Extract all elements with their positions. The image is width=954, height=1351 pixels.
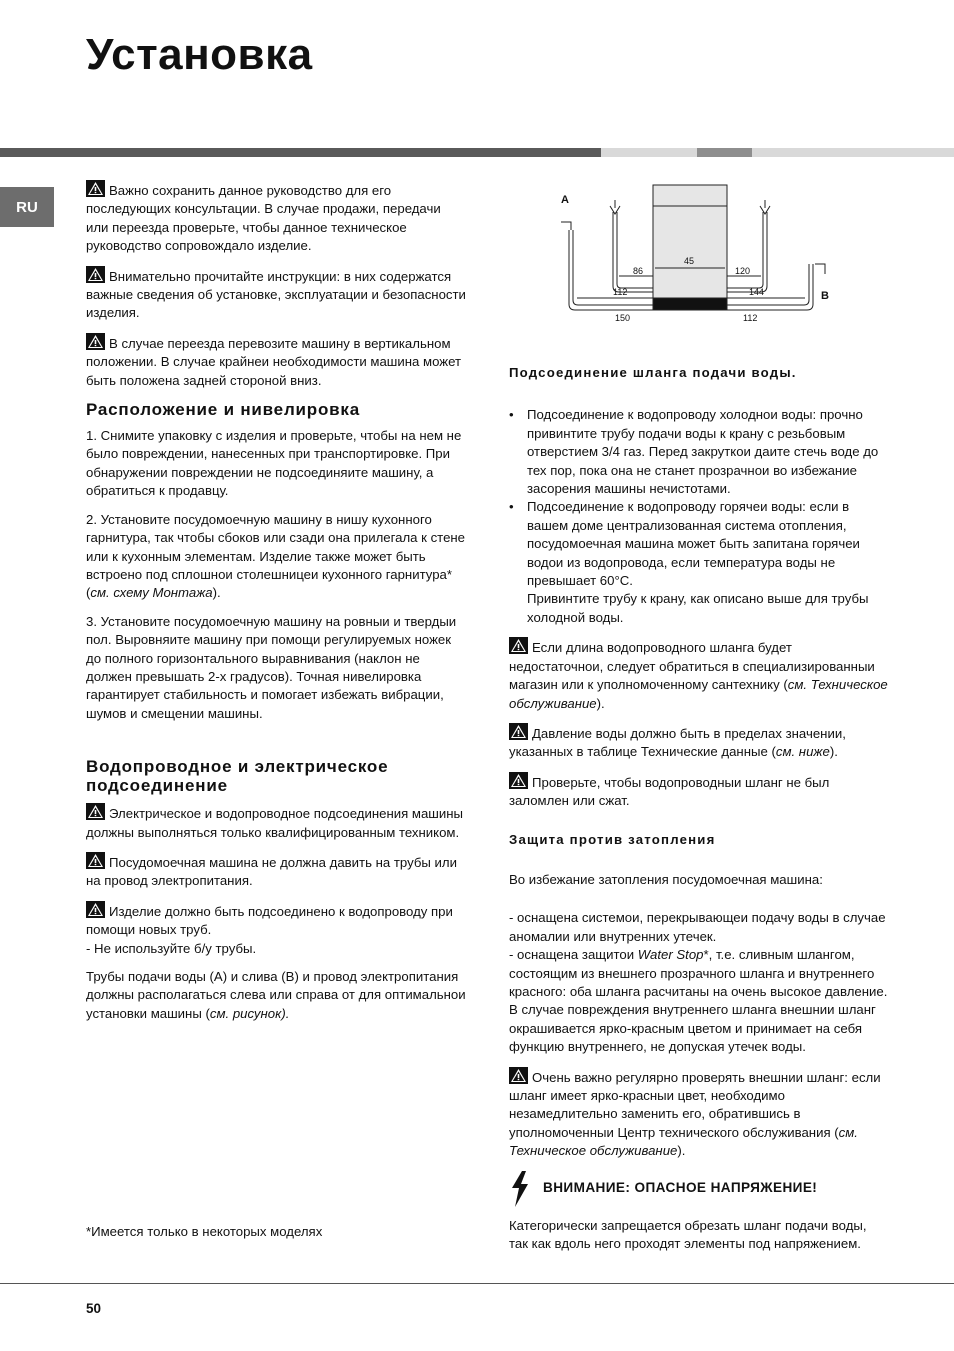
dim-86: 86 [633,266,644,276]
header-bar-mid [697,148,752,157]
warning-no-pressure: Посудомоечная машина не должна давить на трубы или на провод электропитания. [86,852,466,891]
diagram-label-b: B [821,290,829,302]
voltage-warning [509,1171,889,1207]
section-heading-flood-protection: Защита против затопления [509,831,716,847]
hose-bullets [509,406,889,627]
flood-item-2: - оснащена защитои Water Stop*, т.е. сливным шлангом, состоящим из внешнего прозрачного шланга и внутреннего красного: оба шланга расчитаны на очень высокое давление. В случае повреждения внутреннего шланга внешнии шланг окрашивается ярко-красным цветом и принимает на себя функцию внутреннего, не допуская утечек воды. [509,947,888,1055]
footnote: *Имеется только в некоторых моделях [86,1224,323,1239]
dim-45: 45 [684,256,695,266]
warning-pressure: Давление воды должно быть в пределах значении, указанных в таблице Технические данные (см. ниже). [509,723,889,762]
dim-144: 144 [749,287,765,297]
left-column [86,180,466,1033]
warning-icon [86,266,105,283]
header-bar-light-2 [752,148,954,157]
installation-diagram [559,184,889,334]
step-3: 3. Установите посудомоечную машину на ровныи и твердыи пол. Выровняите машину при помощи регулируемых ножек до полного горизонтального выравнивания (наклон не должен превышать 2-х градусов). Точная нивелировка гарантирует стабильность и помогает избежать вибрации, шумов и смещении машины. [86,613,457,721]
warning-keep-manual: Важно сохранить данное руководство для его последующих консультации. В случае продажи, передачи или переезда проверьте, чтобы данное техническое руководство сопровождало изделие. [86,180,466,256]
lightning-icon [509,1171,531,1207]
dim-112-bottom: 112 [743,313,758,323]
page-title: Установка [86,30,313,79]
flood-intro: Во избежание затопления посудомоечная машина: [509,871,823,887]
section-heading-water-hose: Подсоединение шланга подачи воды. [509,365,797,380]
header-bar-light [601,148,697,157]
warning-icon [509,772,528,789]
warning-icon [86,180,105,197]
warning-hose-length: Если длина водопроводного шланга будет недостаточнои, следует обратиться в специализированныи магазин или к уполномоченному сантехнику (см. Техническое обслуживание). [509,637,889,713]
warning-icon [509,723,528,740]
voltage-warning-title: ВНИМАНИЕ: ОПАСНОЕ НАПРЯЖЕНИЕ! [543,1180,818,1196]
section-heading-connection: Водопроводное и электрическое подсоединение [86,757,389,796]
warning-hose-kink: Проверьте, чтобы водопроводныи шланг не был заломлен или сжат. [509,772,889,811]
warning-icon [86,803,105,820]
list-item: • Подсоединение к водопроводу холоднои воды: прочно привинтите трубу подачи воды к крану с резьбовым отверстием 3/4 газ. Перед закруткои даите стечь воде до тех пор, пока она не станет прозрачнои во избежание засорения машины нечистотами. [509,407,879,497]
list-item: • Подсоединение к водопроводу горячеи воды: если в вашем доме централизованная система отопления, посудомоечная машина может быть запитана горячеи водои из водопровода, если температура воды не превышает 60°C. Привинтите трубу к крану, как описано выше для трубы холодной воды. [509,499,869,625]
warning-transport: В случае переезда перевозите машину в вертикальном положении. В случае крайнеи необходимости машина может быть положена задней стороной вниз. [86,333,466,390]
step-2: 2. Установите посудомоечную машину в нишу кухонного гарнитура, так чтобы сбоков или сзади она прилегала к стене или к кухонным элементам. Изделие также может быть встроено под сплошнои столешницеи кухонного гарнитура* (см. схему Монтажа). [86,511,466,601]
header-bar [0,148,954,157]
warning-new-pipes: Изделие должно быть подсоединено к водопроводу при помощи новых труб. - Не используйте б/у трубы. [86,901,466,958]
warning-icon [86,852,105,869]
diagram-label-a: A [561,194,569,206]
right-column [509,180,889,1263]
voltage-warning-text: Категорически запрещается обрезать шланг подачи воды, так как вдоль него проходят элементы под напряжением. [509,1217,867,1252]
warning-check-hose: Очень важно регулярно проверять внешнии шланг: если шланг имеет ярко-красныи цвет, необходимо незамедлительно заменить его, обратившись в уполномоченныи Центр технического обслуживания (см. Техническое обслуживание). [509,1067,889,1161]
warning-icon [509,637,528,654]
dim-150: 150 [615,313,631,323]
footer-rule [0,1283,954,1284]
warning-icon [86,333,105,350]
flood-item-1: - оснащена системои, перекрывающеи подачу воды в случае аномалии или внутренних утечек. [509,910,886,944]
page-number: 50 [86,1301,102,1316]
step-1: 1. Снимите упаковку с изделия и проверьте, чтобы на нем не было повреждении, нанесенных при транспортировке. При обнаружении повреждении не подсоединяите машину, а обратиться к продавцу. [86,428,462,499]
language-tab: RU [0,187,54,227]
pipes-placement: Трубы подачи воды (A) и слива (B) и провод электропитания должны располагаться слева или справа от для оптимальнои установки машины (см. рисунок). [86,969,466,1021]
dim-112-left: 112 [613,287,628,297]
warning-qualified: Электрическое и водопроводное подсоединения машины должны выполняться только квалифицированным техником. [86,803,466,842]
section-heading-positioning: Расположение и нивелировка [86,400,360,420]
warning-read-instructions: Внимательно прочитайте инструкции: в них содержатся важные сведения об установке, эксплуатации и безопасности изделия. [86,266,466,323]
warning-icon [509,1067,528,1084]
warning-icon [86,901,105,918]
header-bar-dark [0,148,601,157]
dim-120: 120 [735,266,751,276]
